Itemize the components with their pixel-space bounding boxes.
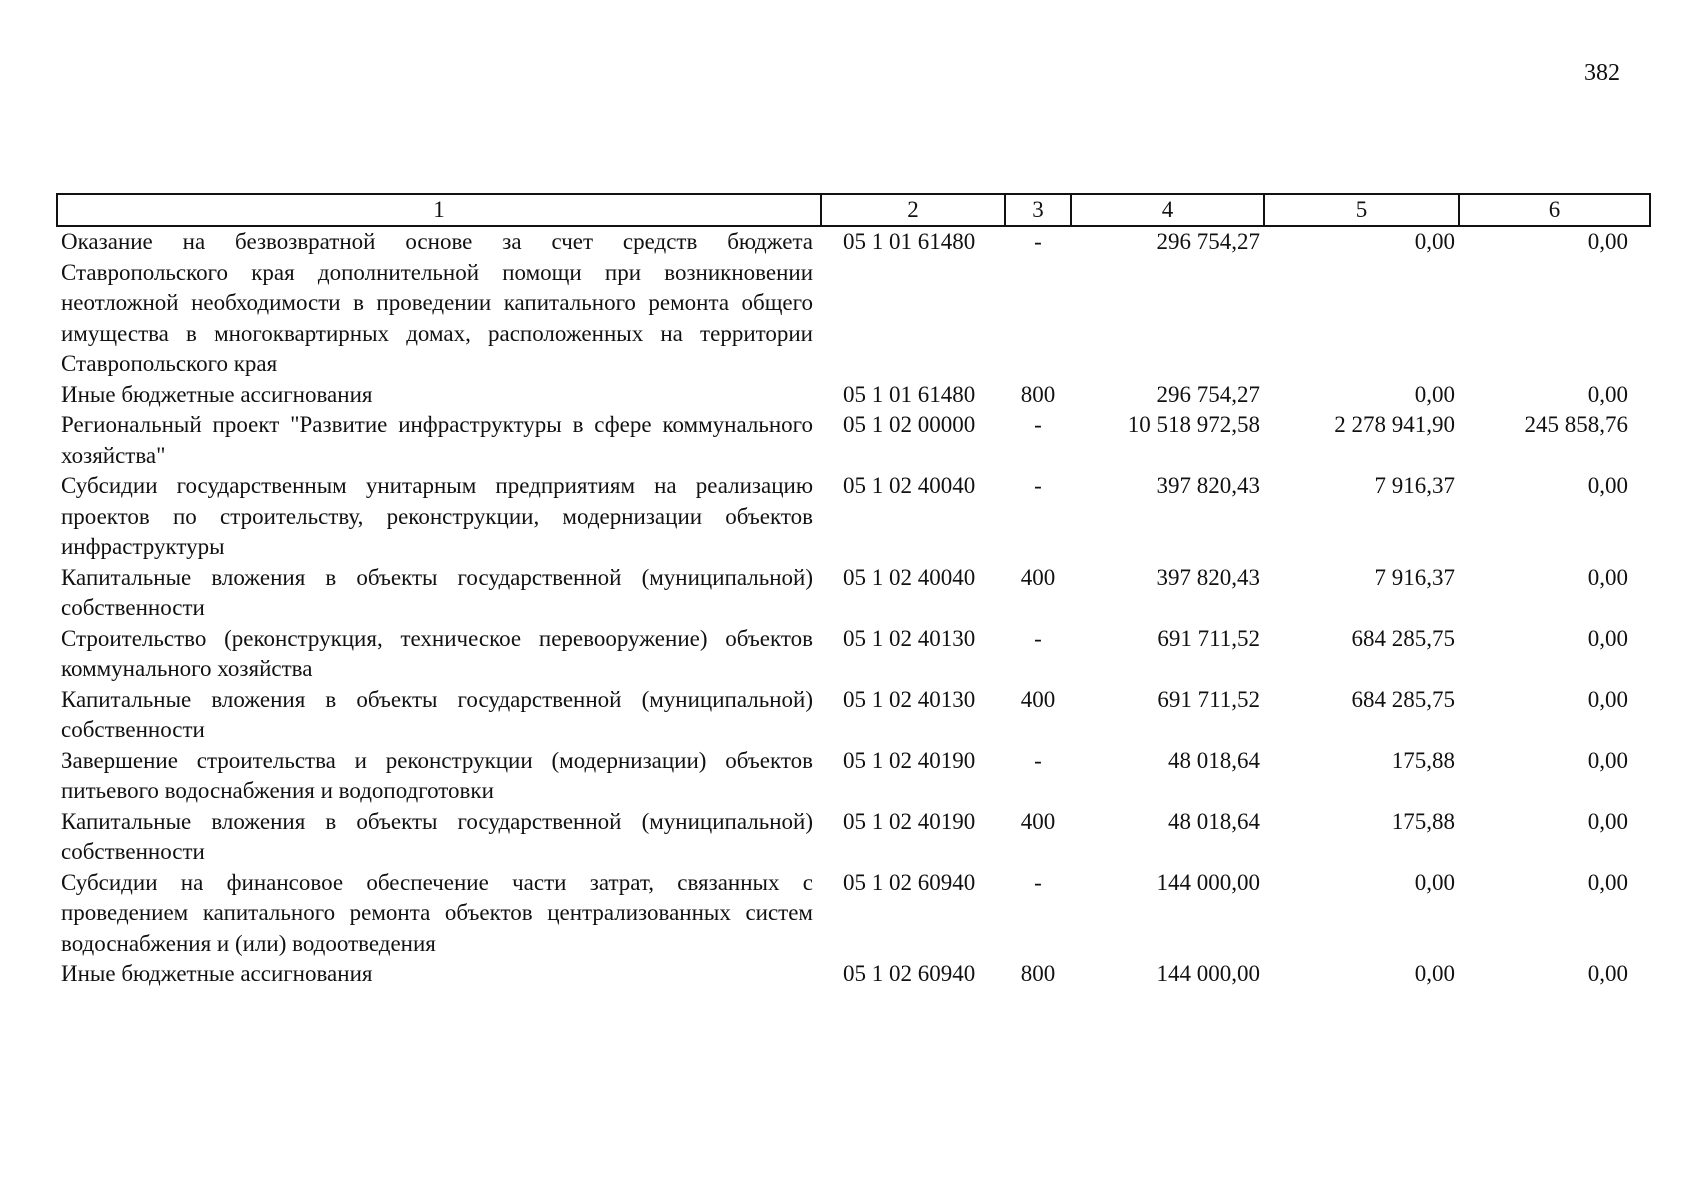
table-row — [57, 563, 1650, 624]
target-article-code: 05 1 01 61480 — [843, 381, 976, 407]
target-article-code: 05 1 02 60940 — [843, 869, 976, 895]
target-article-code: 05 1 02 40040 — [843, 473, 976, 498]
expense-name: Капитальные вложения в объекты государственной (муниципальной) собственности — [61, 808, 813, 864]
column-header-5: 5 — [1264, 194, 1459, 226]
column-header-2: 2 — [821, 194, 1005, 226]
target-article-code: 05 1 01 61480 — [843, 229, 976, 254]
column-header-3: 3 — [1005, 194, 1071, 226]
expense-type-code: 800 — [1020, 381, 1056, 407]
table-row — [57, 471, 1650, 563]
expense-name: Иные бюджетные ассигнования — [61, 381, 373, 407]
expense-name: Капитальные вложения в объекты государственной (муниципальной) собственности — [61, 686, 813, 742]
expense-type-code: 400 — [1020, 808, 1056, 834]
amount-column-5: 0,00 — [1414, 869, 1455, 895]
budget-table — [56, 193, 1651, 990]
expense-name: Иные бюджетные ассигнования — [61, 961, 373, 986]
amount-column-6: 0,00 — [1587, 381, 1628, 407]
amount-column-4: 691 711,52 — [1157, 625, 1260, 651]
amount-column-6: 0,00 — [1587, 229, 1628, 254]
target-article-code: 05 1 02 40040 — [843, 564, 976, 590]
amount-column-5: 7 916,37 — [1374, 564, 1455, 590]
amount-column-4: 144 000,00 — [1156, 961, 1260, 986]
amount-column-5: 0,00 — [1414, 961, 1455, 986]
amount-column-6: 0,00 — [1587, 473, 1628, 498]
expense-name: Субсидии на финансовое обеспечение части затрат, связанных с проведением капитального ремонта объектов централизованных систем водоснабжения и (или) водоотведения — [61, 869, 813, 956]
amount-column-5: 0,00 — [1414, 381, 1455, 407]
column-header-1: 1 — [57, 194, 821, 226]
amount-column-4: 144 000,00 — [1156, 869, 1260, 895]
amount-column-4: 397 820,43 — [1156, 473, 1260, 498]
amount-column-6: 245 858,76 — [1524, 412, 1628, 437]
target-article-code: 05 1 02 40190 — [843, 808, 976, 834]
target-article-code: 05 1 02 40190 — [843, 747, 976, 773]
amount-column-4: 397 820,43 — [1156, 564, 1260, 590]
amount-column-4: 296 754,27 — [1156, 229, 1260, 254]
expense-name: Субсидии государственным унитарным предприятиям на реализацию проектов по строительству, реконструкции, модернизации объектов инфраструктуры — [61, 473, 813, 559]
amount-column-5: 684 285,75 — [1351, 625, 1455, 651]
column-header-4: 4 — [1071, 194, 1264, 226]
amount-column-6: 0,00 — [1587, 808, 1628, 834]
table-row — [57, 746, 1650, 807]
expense-type-code: - — [1034, 869, 1042, 895]
table-row — [57, 959, 1650, 990]
table-row — [57, 807, 1650, 868]
expense-name: Оказание на безвозвратной основе за счет средств бюджета Ставропольского края дополнительной помощи при возникновении неотложной необходимости в проведении капитального ремонта общего имущества в многоквартирных домах, расположенных на территории Ставропольского края — [61, 229, 813, 376]
column-number-header-row — [57, 194, 1650, 226]
expense-type-code: 800 — [1020, 961, 1056, 986]
amount-column-6: 0,00 — [1587, 869, 1628, 895]
expense-type-code: 400 — [1020, 564, 1056, 590]
column-header-6: 6 — [1459, 194, 1650, 226]
expense-name: Капитальные вложения в объекты государственной (муниципальной) собственности — [61, 564, 813, 620]
amount-column-5: 684 285,75 — [1351, 686, 1455, 712]
amount-column-4: 296 754,27 — [1156, 381, 1260, 407]
amount-column-6: 0,00 — [1587, 625, 1628, 651]
amount-column-5: 0,00 — [1414, 229, 1455, 254]
amount-column-6: 0,00 — [1587, 686, 1628, 712]
target-article-code: 05 1 02 40130 — [843, 625, 976, 651]
expense-type-code: 400 — [1020, 686, 1056, 712]
amount-column-6: 0,00 — [1587, 747, 1628, 773]
amount-column-4: 10 518 972,58 — [1127, 412, 1260, 437]
page-number: 382 — [1584, 60, 1620, 86]
target-article-code: 05 1 02 60940 — [843, 961, 976, 986]
amount-column-5: 2 278 941,90 — [1334, 412, 1455, 437]
amount-column-6: 0,00 — [1587, 564, 1628, 590]
table-row — [57, 226, 1650, 380]
table-row — [57, 380, 1650, 411]
amount-column-6: 0,00 — [1587, 961, 1628, 986]
target-article-code: 05 1 02 00000 — [843, 412, 976, 437]
table-row — [57, 685, 1650, 746]
expense-name: Региональный проект "Развитие инфраструктуры в сфере коммунального хозяйства" — [61, 412, 813, 468]
table-row — [57, 868, 1650, 960]
expense-type-code: - — [1034, 229, 1042, 254]
amount-column-5: 7 916,37 — [1374, 473, 1455, 498]
expense-type-code: - — [1034, 625, 1042, 651]
amount-column-4: 48 018,64 — [1168, 808, 1260, 834]
expense-type-code: - — [1034, 473, 1042, 498]
target-article-code: 05 1 02 40130 — [843, 686, 976, 712]
table-row — [57, 410, 1650, 471]
expense-type-code: - — [1034, 747, 1042, 773]
amount-column-4: 691 711,52 — [1157, 686, 1260, 712]
amount-column-5: 175,88 — [1391, 747, 1455, 773]
table-row — [57, 624, 1650, 685]
amount-column-5: 175,88 — [1391, 808, 1455, 834]
amount-column-4: 48 018,64 — [1168, 747, 1260, 773]
expense-name: Строительство (реконструкция, техническое перевооружение) объектов коммунального хозяйства — [61, 625, 813, 681]
expense-type-code: - — [1034, 412, 1042, 437]
expense-name: Завершение строительства и реконструкции (модернизации) объектов питьевого водоснабжения и водоподготовки — [61, 747, 813, 803]
